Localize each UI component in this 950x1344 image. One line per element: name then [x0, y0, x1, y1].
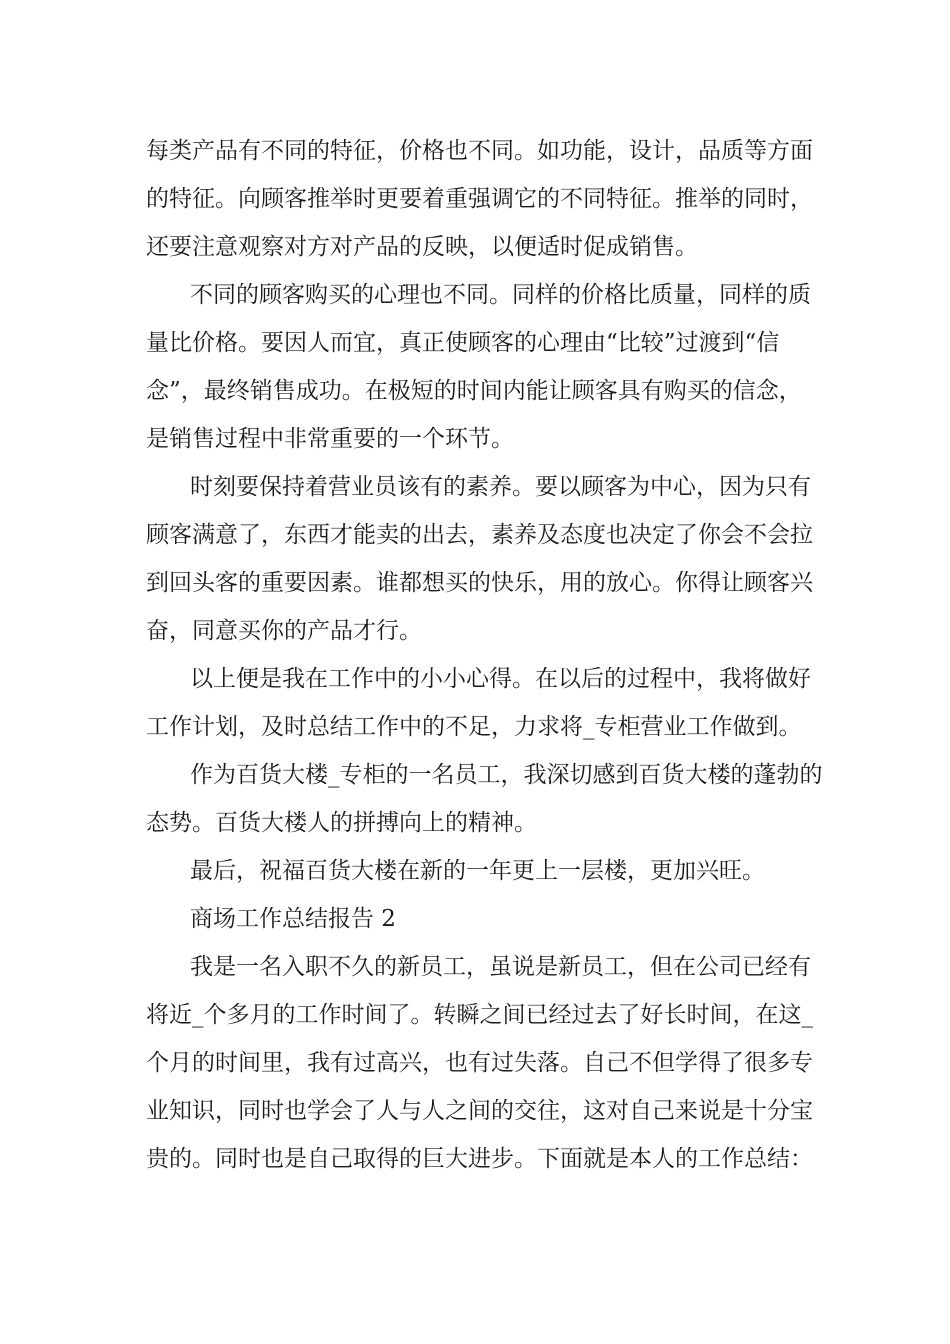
paragraph	[146, 271, 811, 463]
paragraph-line: 以上便是我在工作中的小小心得。在以后的过程中，我将做好	[190, 666, 811, 692]
paragraph-line: 态势。百货大楼人的拼搏向上的精神。	[146, 810, 537, 836]
paragraph-line: 我是一名入职不久的新员工，虽说是新员工，但在公司已经有	[190, 954, 811, 980]
paragraph	[146, 751, 823, 847]
paragraph	[146, 943, 811, 1183]
paragraph-line: 商场工作总结报告 2	[190, 906, 396, 932]
paragraph-line: 作为百货大楼_专柜的一名员工，我深切感到百货大楼的蓬勃的	[190, 762, 823, 788]
paragraph-line: 最后，祝福百货大楼在新的一年更上一层楼，更加兴旺。	[190, 858, 765, 884]
paragraph-line: 每类产品有不同的特征，价格也不同。如功能，设计，品质等方面	[146, 138, 813, 164]
paragraph	[146, 895, 811, 943]
paragraph-line: 量比价格。要因人而宜，真正使顾客的心理由“比较”过渡到“信	[146, 330, 780, 356]
paragraph-line: 还要注意观察对方对产品的反映，以便适时促成销售。	[146, 234, 698, 260]
paragraph-line: 个月的时间里，我有过高兴，也有过失落。自己不但学得了很多专	[146, 1050, 813, 1076]
paragraph-line: 是销售过程中非常重要的一个环节。	[146, 426, 514, 452]
paragraph-line: 的特征。向顾客推举时更要着重强调它的不同特征。推举的同时，	[146, 186, 813, 212]
paragraph	[146, 847, 811, 895]
paragraph-line: 念”，最终销售成功。在极短的时间内能让顾客具有购买的信念，	[146, 378, 802, 404]
paragraph-line: 时刻要保持着营业员该有的素养。要以顾客为中心，因为只有	[190, 474, 811, 500]
paragraph	[146, 127, 811, 271]
paragraph	[146, 463, 811, 655]
paragraph-line: 奋，同意买你的产品才行。	[146, 618, 422, 644]
paragraph-line: 顾客满意了，东西才能卖的出去，素养及态度也决定了你会不会拉	[146, 522, 813, 548]
paragraph	[146, 655, 811, 751]
paragraph-line: 贵的。同时也是自己取得的巨大进步。下面就是本人的工作总结：	[146, 1146, 813, 1172]
paragraph-line: 工作计划，及时总结工作中的不足，力求将_专柜营业工作做到。	[146, 714, 802, 740]
paragraph-line: 将近_个多月的工作时间了。转瞬之间已经过去了好长时间，在这_	[146, 1002, 813, 1028]
paragraph-line: 到回头客的重要因素。谁都想买的快乐，用的放心。你得让顾客兴	[146, 570, 813, 596]
document-body	[146, 127, 823, 1183]
paragraph-line: 不同的顾客购买的心理也不同。同样的价格比质量，同样的质	[190, 282, 811, 308]
paragraph-line: 业知识，同时也学会了人与人之间的交往，这对自己来说是十分宝	[146, 1098, 813, 1124]
